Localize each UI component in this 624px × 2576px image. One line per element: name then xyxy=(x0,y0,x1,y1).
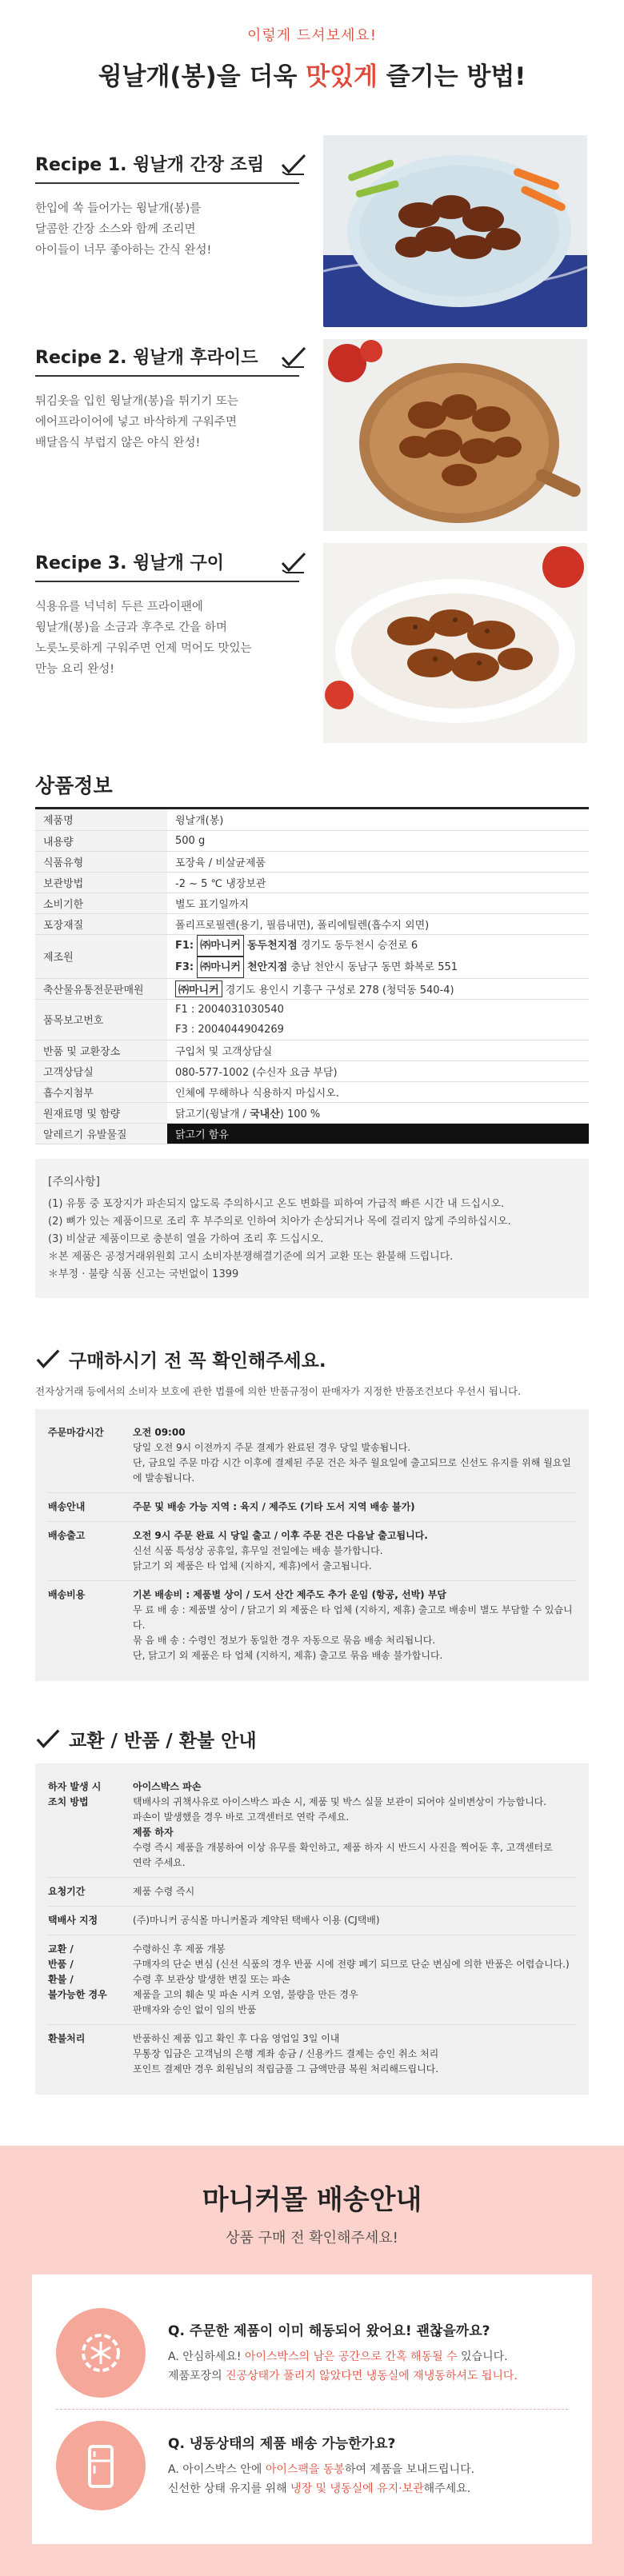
row-value: 폴리프로필렌(용기, 필름내면), 폴리에틸렌(흡수지 외면) xyxy=(167,913,589,934)
distributor-address: 경기도 용인시 기흥구 구성로 278 (청덕동 540-4) xyxy=(225,984,454,996)
answer-highlight: 아이스팩을 동봉 xyxy=(265,2463,345,2476)
section-heading xyxy=(35,1346,589,1372)
hero-title xyxy=(0,56,624,92)
recipe-title-text: Recipe 2. 윙날개 후라이드 xyxy=(35,348,258,368)
row-key: 하자 발생 시 조치 방법 xyxy=(48,1780,102,1807)
origin-percent: ) 100 % xyxy=(279,1108,321,1120)
row-value xyxy=(133,1528,428,1574)
row-key: 배송출고 xyxy=(48,1529,86,1541)
row-value-bold: 주문 및 배송 가능 지역 : 육지 / 제주도 (기타 도서 지역 배송 불가) xyxy=(133,1500,415,1512)
row-value xyxy=(133,1779,553,1871)
recipe-3 xyxy=(0,543,624,761)
row-value xyxy=(133,1500,415,1515)
row-value: 제품 수령 즉시 xyxy=(133,1885,195,1897)
info-row xyxy=(48,1935,576,2025)
product-info-table xyxy=(35,809,589,1144)
row-key: 흡수지첨부 xyxy=(35,1081,167,1102)
purchase-check-box xyxy=(35,1409,589,1681)
answer-text: 하여 제품을 보내드립니다. 신선한 상태 유지를 위해 xyxy=(168,2463,475,2495)
caution-line: (1) 유통 중 포장지가 파손되지 않도록 주의하시고 온도 변화를 피하여 가급적 빠른 시간 내 드십시오. xyxy=(48,1197,505,1210)
product-info xyxy=(0,770,624,1298)
row-value: 윙날개(봉) xyxy=(167,809,589,830)
row-key: 보관방법 xyxy=(35,872,167,893)
recipe-title xyxy=(35,344,307,369)
row-value-text: 무 료 배 송 : 제품별 상이 / 닭고기 외 제품은 타 업체 (지하지, 제휴) 출고로 배송비 별도 부담할 수 있습니다. 묶 음 배 송 : 수령인 정보가 동일한 경우 자동으로 묶음 배송 처리됩니다. 단, 닭고기 외 제품은 타 업체 (지하지, 제휴) 출고로 묶음 배송 불가합니다. xyxy=(133,1604,573,1661)
hero-title-pre: 윙날개(봉)을 더욱 xyxy=(98,62,306,91)
row-key: 택배사 지정 xyxy=(48,1914,98,1926)
divider xyxy=(35,182,299,184)
recipe-title-text: Recipe 1. 윙날개 간장 조림 xyxy=(35,155,265,175)
row-value-text: 당일 오전 9시 이전까지 주문 결제가 완료된 경우 당일 발송됩니다. 단, 금요일 주문 마감 시간 이후에 결제된 주문 건은 차주 월요일에 출고되므로 신선도 유지를 위해 월요일에 발송됩니다. xyxy=(133,1441,571,1484)
row-value-text: 수령 즉시 제품을 개봉하여 이상 유무를 확인하고, 제품 하자 시 반드시 사진을 찍어둔 후, 고객센터로 연락 주세요. xyxy=(133,1841,553,1868)
exchange-box xyxy=(35,1763,589,2095)
hero xyxy=(0,0,624,92)
table-row xyxy=(35,1102,589,1123)
caution-line: (3) 비살균 제품이므로 충분히 열을 가하여 조리 후 드십시오. xyxy=(48,1232,324,1245)
row-value xyxy=(167,999,589,1040)
origin-country: 국내산 xyxy=(250,1108,280,1120)
row-value-bold: 오전 9시 주문 완료 시 당일 출고 / 이후 주문 건은 다음날 출고됩니다. xyxy=(133,1529,428,1541)
row-key: 고객상담실 xyxy=(35,1060,167,1081)
caution-line: (2) 뼈가 있는 제품이므로 조리 후 부주의로 인하여 치아가 손상되거나 목에 걸리지 않게 주의하십시오. xyxy=(48,1215,511,1228)
allergy-value: 닭고기 함유 xyxy=(167,1123,589,1144)
caution-line: ＊본 제품은 공정거래위원회 고시 소비자분쟁해결기준에 의거 교환 또는 환불해 드립니다. xyxy=(48,1250,454,1263)
row-key: 주문마감시간 xyxy=(48,1426,104,1438)
section-lead: 전자상거래 등에서의 소비자 보호에 관한 법률에 의한 반품규정이 판매자가 지정한 반품조건보다 우선시 됩니다. xyxy=(35,1384,522,1397)
row-key: 축산물유통전문판매원 xyxy=(35,978,167,999)
row-key: 품목보고번호 xyxy=(35,999,167,1040)
row-key: 환불처리 xyxy=(48,2032,86,2044)
row-value-bold: 제품 하자 xyxy=(133,1826,174,1838)
faq-item xyxy=(56,2409,568,2522)
hero-title-post: 즐기는 방법! xyxy=(377,62,526,91)
check-icon xyxy=(280,345,307,368)
row-key: 내용량 xyxy=(35,830,167,851)
maker-name: 동두천지점 xyxy=(246,939,298,952)
faq-item xyxy=(56,2297,568,2409)
table-row xyxy=(35,830,589,851)
row-value: 별도 표기일까지 xyxy=(167,893,589,913)
faq-question: Q. 냉동상태의 제품 배송 가능한가요? xyxy=(168,2436,396,2452)
table-row xyxy=(35,851,589,872)
faq-answer xyxy=(168,2347,518,2386)
row-key: 알레르기 유발물질 xyxy=(35,1123,167,1144)
recipe-desc: 한입에 쏙 들어가는 윙날개(봉)를 달콤한 간장 소스와 함께 조리면 아이들이 너무 좋아하는 간식 완성! xyxy=(35,202,212,257)
answer-text: A. 안심하세요! xyxy=(168,2350,245,2363)
row-key: 소비기한 xyxy=(35,893,167,913)
table-row xyxy=(35,893,589,913)
report-number: F1 : 2004031030540 xyxy=(175,1003,284,1016)
hero-kicker: 이렇게 드셔보세요! xyxy=(246,27,378,44)
row-key: 제조원 xyxy=(35,934,167,978)
check-icon xyxy=(280,551,307,573)
maker-address: 경기도 동두천시 승전로 6 xyxy=(300,939,418,952)
row-value xyxy=(133,1425,576,1486)
table-row xyxy=(35,872,589,893)
row-value: 반품하신 제품 입고 확인 후 다음 영업일 3일 이내 무통장 입금은 고객님의 은행 계좌 송금 / 신용카드 결제는 승인 취소 처리 포인트 결제만 경우 회원님의 적립금풀 그 금액만큼 복원 처리해드립니다. xyxy=(133,2032,439,2075)
divider xyxy=(35,581,299,582)
shipping-title: 마니커몰 배송안내 xyxy=(202,2183,422,2216)
recipe-photo-grilled-wings xyxy=(323,543,587,743)
faq-question: Q. 주문한 제품이 이미 해동되어 왔어요! 괜찮을까요? xyxy=(168,2323,490,2339)
row-value: 인체에 무해하나 식용하지 마십시오. xyxy=(167,1081,589,1102)
table-row-allergy xyxy=(35,1123,589,1144)
maker-line-3 xyxy=(175,957,581,978)
maker-code: F3: xyxy=(175,961,194,973)
table-row xyxy=(35,999,589,1040)
maker-logo: ㈜마니커 xyxy=(197,957,244,978)
row-value-bold: 아이스박스 파손 xyxy=(133,1780,202,1792)
recipe-photo-soy-wings xyxy=(323,135,587,327)
caution-title: [주의사항] xyxy=(48,1175,101,1188)
row-value xyxy=(167,934,589,978)
table-row xyxy=(35,809,589,830)
section-heading-text: 교환 / 반품 / 환불 안내 xyxy=(69,1730,257,1751)
maker-logo: ㈜마니커 xyxy=(175,980,222,997)
row-value-text: 택배사의 귀책사유로 아이스박스 파손 시, 제품 및 박스 실물 보관이 되어야 실비변상이 가능합니다. 파손이 발생했을 경우 바로 고객센터로 연락 주세요. xyxy=(133,1795,547,1823)
divider xyxy=(35,375,299,377)
faq-answer xyxy=(168,2460,474,2498)
table-row xyxy=(35,913,589,934)
row-value-bold: 기본 배송비 : 제품별 상이 / 도서 산간 제주도 추가 운임 (항공, 선박) 부담 xyxy=(133,1588,447,1600)
check-icon xyxy=(35,1348,61,1370)
recipe-title xyxy=(35,151,307,176)
recipe-photo-fried-wings xyxy=(323,339,587,531)
row-key: 교환 / 반품 / 환불 / 불가능한 경우 xyxy=(48,1943,107,2000)
check-icon xyxy=(280,153,307,175)
info-row xyxy=(48,1522,576,1581)
answer-highlight: 진공상태가 풀리지 않았다면 냉동실에 재냉동하셔도 됩니다. xyxy=(226,2370,518,2382)
maker-code: F1: xyxy=(175,939,194,952)
row-value: 500 g xyxy=(167,830,589,851)
origin-text: 닭고기(윙날개 / xyxy=(175,1108,250,1120)
row-value: 080-577-1002 (수신자 요금 부담) xyxy=(167,1060,589,1081)
row-value xyxy=(167,1102,589,1123)
info-row xyxy=(48,1419,576,1493)
shipping-guide xyxy=(0,2146,624,2576)
shipping-card xyxy=(32,2274,592,2544)
row-key: 배송비용 xyxy=(48,1588,86,1600)
recipe-1 xyxy=(0,135,624,347)
row-key: 반품 및 교환장소 xyxy=(35,1040,167,1060)
answer-text: 있습니다. 제품포장의 xyxy=(168,2350,508,2382)
product-info-heading: 상품정보 xyxy=(35,774,113,797)
purchase-check-section xyxy=(0,1346,624,1681)
row-key: 원재료명 및 함량 xyxy=(35,1102,167,1123)
table-row xyxy=(35,1081,589,1102)
row-value: 포장육 / 비살균제품 xyxy=(167,851,589,872)
answer-highlight: 아이스박스의 남은 공간으로 간혹 해동될 수 xyxy=(244,2350,458,2363)
maker-address: 충남 천안시 동남구 동면 화복로 551 xyxy=(290,961,458,973)
info-row xyxy=(48,1907,576,1935)
row-value: 수령하신 후 제품 개봉 구매자의 단순 변심 (신선 식품의 경우 반품 시에 전량 폐기 되므로 단순 변심에 의한 반품은 어렵습니다.) 수령 후 보관상 발생한 변질 또는 파손 제품을 고의 훼손 및 파손 시켜 오염, 불량을 만든 경우 판매자와 승인 없이 임의 반품 xyxy=(133,1943,570,2015)
table-row xyxy=(35,978,589,999)
row-value-bold: 오전 09:00 xyxy=(133,1426,186,1438)
report-number: F3 : 2004044904269 xyxy=(175,1023,284,1036)
snowflake-gear-icon xyxy=(56,2308,146,2398)
row-key: 요청기간 xyxy=(48,1885,86,1897)
table-row xyxy=(35,1060,589,1081)
table-row-maker xyxy=(35,934,589,978)
answer-text: A. 아이스박스 안에 xyxy=(168,2463,266,2476)
recipe-title xyxy=(35,549,307,574)
hero-title-highlight: 맛있게 xyxy=(306,62,378,91)
info-row xyxy=(48,1878,576,1907)
caution-line: ＊부정 · 불량 식품 신고는 국번없이 1399 xyxy=(48,1268,239,1280)
exchange-section xyxy=(0,1726,624,2095)
refrigerator-icon xyxy=(56,2421,146,2510)
recipe-title-text: Recipe 3. 윙날개 구이 xyxy=(35,553,225,573)
row-value xyxy=(167,978,589,999)
row-key: 포장재질 xyxy=(35,913,167,934)
caution-box xyxy=(35,1159,589,1298)
recipe-desc: 튀김옷을 입힌 윙날개(봉)을 튀기기 또는 에어프라이어에 넣고 바삭하게 구워주면 배달음식 부럽지 않은 야식 완성! xyxy=(35,395,238,449)
info-row xyxy=(48,2025,576,2083)
row-key: 배송안내 xyxy=(48,1500,86,1512)
shipping-subtitle: 상품 구매 전 확인해주세요! xyxy=(226,2229,398,2247)
info-row xyxy=(48,1773,576,1878)
section-heading-text: 구매하시기 전 꼭 확인해주세요. xyxy=(69,1350,326,1372)
maker-name: 천안지점 xyxy=(246,961,288,973)
row-value: (주)마니커 공식몰 마니커몰과 계약된 택배사 이용 (CJ택배) xyxy=(133,1914,380,1926)
answer-text: 해주세요. xyxy=(423,2482,471,2495)
row-value: -2 ~ 5 ℃ 냉장보관 xyxy=(167,872,589,893)
info-row xyxy=(48,1581,576,1670)
row-value: 구입처 및 고객상담실 xyxy=(167,1040,589,1060)
row-key: 식품유형 xyxy=(35,851,167,872)
section-heading xyxy=(35,1726,589,1752)
answer-highlight: 냉장 및 냉동실에 유지·보관 xyxy=(290,2482,424,2495)
row-key: 제품명 xyxy=(35,809,167,830)
info-row xyxy=(48,1493,576,1522)
recipe-2 xyxy=(0,339,624,551)
check-icon xyxy=(35,1727,61,1750)
maker-line-1 xyxy=(175,935,581,957)
maker-logo: ㈜마니커 xyxy=(197,935,244,957)
row-value-text: 신선 식품 특성상 공휴일, 휴무일 전일에는 배송 불가합니다. 닭고기 외 제품은 타 업체 (지하지, 제휴)에서 출고됩니다. xyxy=(133,1544,383,1572)
recipe-desc: 식용유를 넉넉히 두른 프라이팬에 윙날개(봉)을 소금과 후추로 간을 하며 노릇노릇하게 구워주면 언제 먹어도 맛있는 만능 요리 완성! xyxy=(35,601,252,676)
row-value xyxy=(133,1588,576,1663)
table-row xyxy=(35,1040,589,1060)
